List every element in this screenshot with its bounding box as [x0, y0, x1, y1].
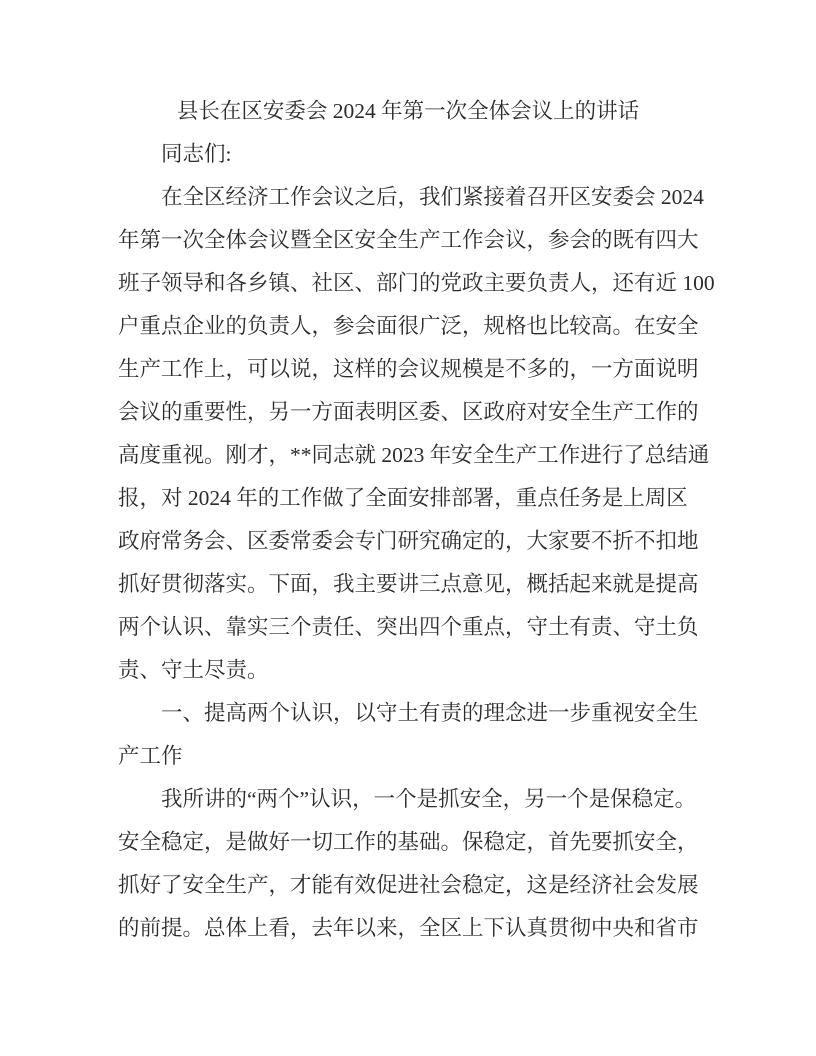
text-line: 一、提高两个认识，以守土有责的理念进一步重视安全生 [161, 701, 699, 725]
text-line: 班子领导和各乡镇、社区、部门的党政主要负责人，还有近 100 [118, 271, 715, 295]
text-line: 两个认识、靠实三个责任、突出四个重点，守土有责、守土负 [118, 615, 699, 639]
text-line: 报，对 2024 年的工作做了全面安排部署，重点任务是上周区 [118, 486, 688, 510]
text-line: 我所讲的“两个”认识，一个是抓安全，另一个是保稳定。 [161, 787, 697, 811]
text-line: 抓好了安全生产，才能有效促进社会稳定，这是经济社会发展 [118, 873, 699, 897]
text-line: 的前提。总体上看，去年以来，全区上下认真贯彻中央和省市 [118, 916, 699, 940]
text-line: 抓好贯彻落实。下面，我主要讲三点意见，概括起来就是提高 [118, 572, 699, 596]
text-line: 同志们: [161, 142, 232, 166]
text-line: 责、守土尽责。 [118, 658, 269, 682]
salutation [118, 133, 698, 176]
paragraph [118, 778, 698, 950]
document-title: 县长在区安委会 2024 年第一次全体会议上的讲话 [176, 99, 640, 123]
text-line: 会议的重要性，另一方面表明区委、区政府对安全生产工作的 [118, 400, 699, 424]
text-line: 政府常务会、区委常委会专门研究确定的，大家要不折不扣地 [118, 529, 699, 553]
document-body [118, 133, 715, 950]
text-line: 高度重视。刚才，**同志就 2023 年安全生产工作进行了总结通 [118, 443, 710, 467]
section-heading [118, 692, 698, 778]
text-line: 产工作 [118, 744, 183, 768]
text-line: 户重点企业的负责人，参会面很广泛，规格也比较高。在安全 [118, 314, 699, 338]
text-line: 年第一次全体会议暨全区安全生产工作会议，参会的既有四大 [118, 228, 699, 252]
paragraph [118, 176, 715, 692]
text-line: 生产工作上，可以说，这样的会议规模是不多的，一方面说明 [118, 357, 699, 381]
text-line: 安全稳定，是做好一切工作的基础。保稳定，首先要抓安全， [118, 830, 699, 854]
text-line: 在全区经济工作会议之后，我们紧接着召开区安委会 2024 [161, 185, 704, 209]
